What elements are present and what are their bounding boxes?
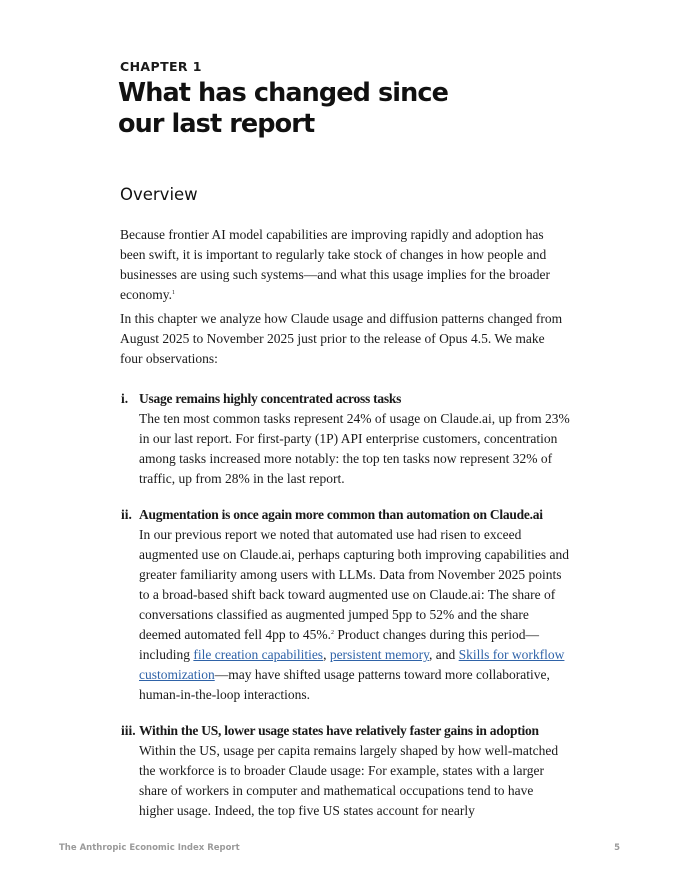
link-separator: , xyxy=(323,647,330,662)
footer-report-title: The Anthropic Economic Index Report xyxy=(59,843,240,853)
persistent-memory-link[interactable]: persistent memory xyxy=(329,647,430,662)
footnote-1-marker[interactable]: 1 xyxy=(171,290,175,296)
chapter-content xyxy=(120,58,570,837)
observations-list xyxy=(120,389,570,821)
footnote-2-marker[interactable]: 2 xyxy=(330,630,334,636)
overview-paragraph-1 xyxy=(120,225,570,305)
observation-body xyxy=(139,525,570,705)
link-separator: , and xyxy=(429,647,459,662)
overview-paragraph-2: In this chapter we analyze how Claude usage and diffusion patterns changed from August 2025 to November 2025 just prior to the release of Opus 4.5. We make four observations: xyxy=(120,311,563,366)
observation-item-1 xyxy=(120,389,570,489)
chapter-title-line-2: our last report xyxy=(118,109,315,139)
observation-item-3 xyxy=(120,721,570,821)
chapter-label: CHAPTER 1 xyxy=(120,59,202,74)
footer-page-number: 5 xyxy=(614,843,620,853)
observation-body-text: Product changes during this period—including xyxy=(139,627,540,662)
skills-link[interactable]: Skills for workflow customization xyxy=(139,647,565,682)
observation-body: The ten most common tasks represent 24% of usage on Claude.ai, up from 23% in our last report. For first-party (1P) API enterprise customers, concentration among tasks increased more notably: the top ten tasks now represent 32% of traffic, up from 28% in the last report. xyxy=(139,411,570,486)
observation-title: Usage remains highly concentrated across tasks xyxy=(139,391,402,406)
overview-paragraph-1-text: Because frontier AI model capabilities are improving rapidly and adoption has been swift, it is important to regularly take stock of changes in how people and businesses are using such systems—and what this usage implies for the broader economy. xyxy=(120,227,551,302)
chapter-title-line-1: What has changed since xyxy=(118,78,448,108)
file-creation-link[interactable]: file creation capabilities xyxy=(193,647,324,662)
observation-item-2 xyxy=(120,505,570,705)
overview-heading: Overview xyxy=(120,185,198,204)
observation-body-text: —may have shifted usage patterns toward more collaborative, human-in-the-loop interactions. xyxy=(139,667,550,702)
observation-title: Augmentation is once again more common than automation on Claude.ai xyxy=(139,507,543,522)
observation-body: Within the US, usage per capita remains largely shaped by how well-matched the workforce is to broader Claude usage: For example, states with a larger share of workers in computer and mathematical occupations tend to have higher usage. Indeed, the top five US states account for nearly xyxy=(139,743,559,818)
observation-numeral: ii. xyxy=(121,507,132,522)
observation-numeral: iii. xyxy=(121,723,136,738)
observation-numeral: i. xyxy=(121,391,129,406)
observation-body-text: In our previous report we noted that automated use had risen to exceed augmented use on Claude.ai, perhaps capturing both improving capabilities and greater familiarity among users with LLMs. Data from November 2025 points to a broad-based shift back toward augmented use on Claude.ai: The share of conversations classified as augmented jumped 5pp to 52% and the share deemed automated fell 4pp to 45%. xyxy=(139,527,570,642)
chapter-title xyxy=(118,78,570,140)
observation-title: Within the US, lower usage states have relatively faster gains in adoption xyxy=(139,723,539,738)
